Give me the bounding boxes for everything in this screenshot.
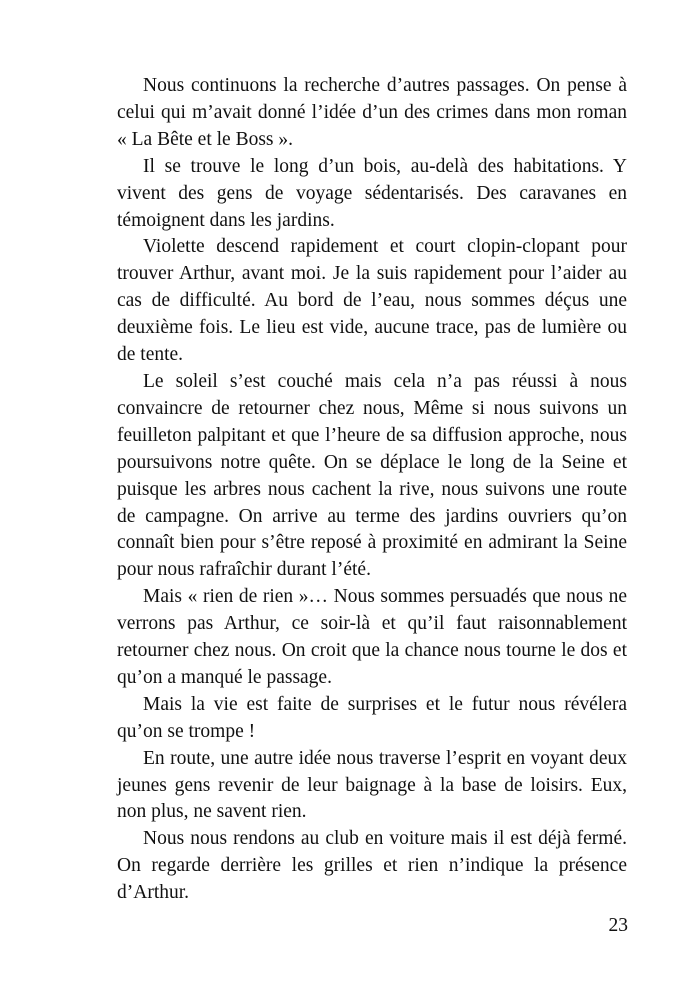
page-number: 23 bbox=[608, 915, 628, 936]
paragraph: Violette descend rapidement et court clopin-clopant pour trouver Arthur, avant moi. Je la suis rapidement pour l’aider au cas de difficulté. Au bord de l’eau, nous sommes déçus une deuxième fois. Le lieu est vide, aucune trace, pas de lumière ou de tente. bbox=[117, 236, 627, 366]
paragraph: Il se trouve le long d’un bois, au-delà des habitations. Y vivent des gens de voyage sédentarisés. Des caravanes en témoignent dans les jardins. bbox=[117, 155, 627, 231]
body-text bbox=[117, 73, 627, 907]
paragraph: Mais « rien de rien »… Nous sommes persuadés que nous ne verrons pas Arthur, ce soir-là et qu’il faut raisonnablement retourner chez nous. On croit que la chance nous tourne le dos et qu’on a manqué le passage. bbox=[117, 586, 627, 688]
paragraph: En route, une autre idée nous traverse l’esprit en voyant deux jeunes gens revenir de leur baignage à la base de loisirs. Eux, non plus, ne savent rien. bbox=[117, 747, 627, 823]
paragraph: Nous nous rendons au club en voiture mais il est déjà fermé. On regarde derrière les grilles et rien n’indique la présence d’Arthur. bbox=[117, 828, 627, 904]
paragraph: Mais la vie est faite de surprises et le futur nous révélera qu’on se trompe ! bbox=[117, 693, 627, 742]
paragraph: Le soleil s’est couché mais cela n’a pas réussi à nous convaincre de retourner chez nous, Même si nous suivons un feuilleton palpitant et que l’heure de sa diffusion approche, nous poursuivons notre quête. On se déplace le long de la Seine et puisque les arbres nous cachent la rive, nous suivons une route de campagne. On arrive au terme des jardins ouvriers qu’on connaît bien pour s’être reposé à proximité en admirant la Seine pour nous rafraîchir durant l’été. bbox=[117, 370, 627, 581]
paragraph: Nous continuons la recherche d’autres passages. On pense à celui qui m’avait donné l’idée d’un des crimes dans mon roman « La Bête et le Boss ». bbox=[117, 75, 627, 150]
